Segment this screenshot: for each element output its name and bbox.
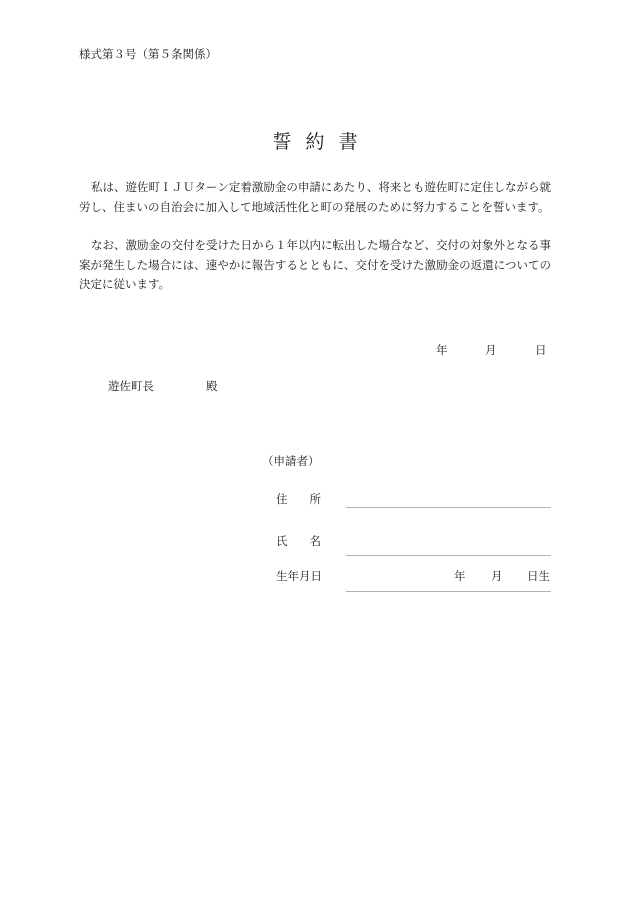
date-month-label: 月 xyxy=(485,343,497,357)
birthdate-label: 生年月日 xyxy=(276,569,322,583)
pledge-paragraph-1: 私は、遊佐町ＩＪＵターン定着激励金の申請にあたり、将来とも遊佐町に定住しながら就労し、住まいの自治会に加入して地域活性化と町の発展のために努力することを誓います。 xyxy=(79,180,551,214)
applicant-heading: （申請者） xyxy=(262,454,320,468)
birth-month-label: 月 xyxy=(491,569,503,583)
form-number: 様式第３号（第５条関係） xyxy=(79,47,217,61)
name-field[interactable] xyxy=(346,555,551,556)
date-day-label: 日 xyxy=(535,343,547,357)
honorific: 殿 xyxy=(206,379,218,393)
birth-day-label: 日生 xyxy=(527,569,550,583)
address-label: 住所 xyxy=(276,492,343,506)
birth-year-label: 年 xyxy=(454,569,466,583)
pledge-paragraph-2: なお、激励金の交付を受けた日から１年以内に転出した場合など、交付の対象外となる事案が発生した場合には、速やかに報告するとともに、交付を受けた激励金の返還についての決定に従います。 xyxy=(79,238,551,291)
page-title: 誓約書 xyxy=(272,131,372,153)
name-label: 氏名 xyxy=(276,534,343,548)
addressee: 遊佐町長 xyxy=(108,379,154,393)
birthdate-field[interactable] xyxy=(346,591,551,592)
date-year-label: 年 xyxy=(436,343,448,357)
address-field[interactable] xyxy=(346,507,551,508)
